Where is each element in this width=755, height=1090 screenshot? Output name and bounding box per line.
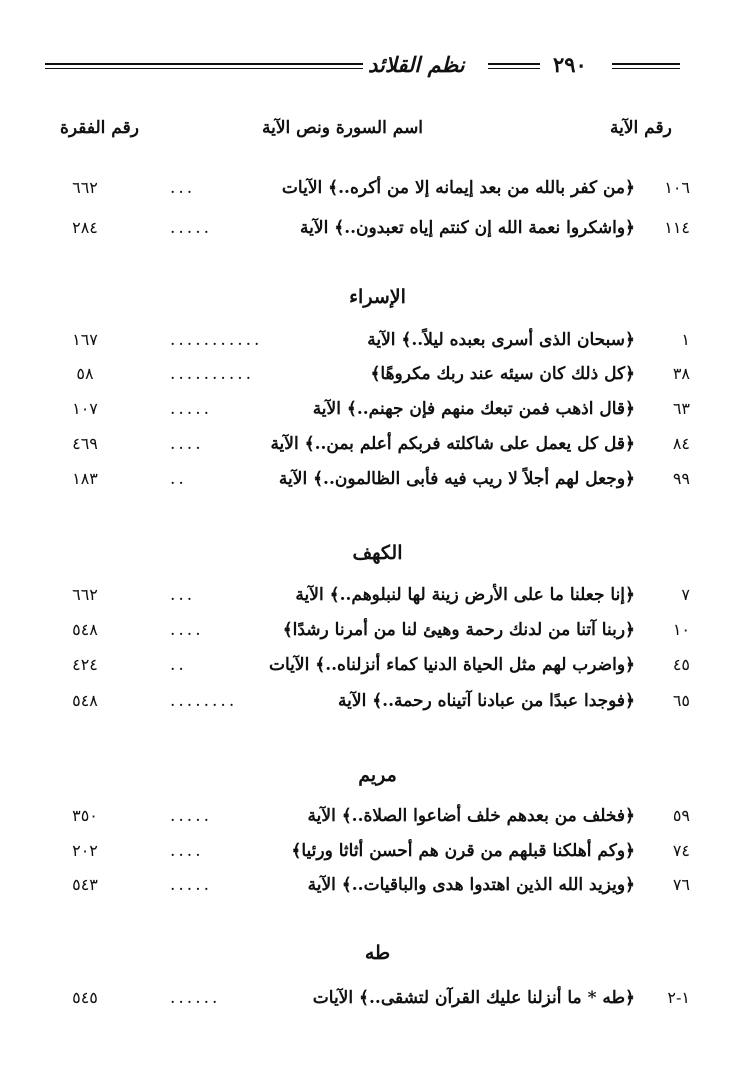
verse-number: ٧: [681, 585, 690, 604]
paragraph-number: ١٠٧: [72, 399, 98, 418]
paragraph-number: ١٨٣: [72, 469, 98, 488]
dot-leader: ....: [170, 434, 204, 454]
verse-number: ٣٨: [672, 364, 690, 383]
verse-text: ﴿واضرب لهم مثل الحياة الدنيا كماء أنزلناه..﴾ الآيات: [269, 655, 635, 675]
verse-text: ﴿وكم أهلكنا قبلهم من قرن هم أحسن أثاثا ورئيا﴾: [291, 841, 635, 861]
verse-text: ﴿سبحان الذى أسرى بعبده ليلاً..﴾ الآية: [367, 330, 635, 350]
verse-number: ١٠٦: [664, 178, 690, 197]
dot-leader: ..: [170, 655, 187, 675]
index-row: [40, 983, 690, 1013]
verse-text: ﴿إنا جعلنا ما على الأرض زينة لها لنبلوهم..﴾ الآية: [295, 585, 635, 605]
dot-leader: ...: [170, 178, 196, 198]
paragraph-number: ٥٤٥: [72, 988, 98, 1007]
dot-leader: .....: [170, 875, 213, 895]
paragraph-number: ٥٤٣: [72, 875, 98, 894]
verse-number: ٨٤: [672, 434, 690, 453]
dot-leader: ..: [170, 469, 187, 489]
surah-heading: الإسراء: [349, 286, 406, 308]
index-row: [40, 173, 690, 203]
verse-text: ﴿كل ذلك كان سيئه عند ربك مكروهًا﴾: [370, 364, 635, 384]
index-row: [40, 870, 690, 900]
dot-leader: .....: [170, 218, 213, 238]
index-row: [40, 359, 690, 389]
dot-leader: .....: [170, 806, 213, 826]
paragraph-number: ٦٦٢: [72, 585, 98, 604]
paragraph-number: ٥٤٨: [72, 691, 98, 710]
column-head-surah-text: اسم السورة ونص الآية: [262, 118, 424, 138]
running-title: نظم القلائد: [368, 52, 465, 77]
paragraph-number: ٣٥٠: [72, 806, 98, 825]
index-row: [40, 464, 690, 494]
verse-text: ﴿طه * ما أنزلنا عليك القرآن لتشقى..﴾ الآيات: [312, 988, 635, 1008]
verse-number: ٤٥: [672, 655, 690, 674]
header-rule-middle: [488, 63, 540, 75]
paragraph-number: ٥٤٨: [72, 620, 98, 639]
index-row: [40, 325, 690, 355]
dot-leader: ....: [170, 841, 204, 861]
verse-number: ١٠: [672, 620, 690, 639]
dot-leader: ......: [170, 988, 221, 1008]
verse-text: ﴿فوجدا عبدًا من عبادنا آتيناه رحمة..﴾ الآية: [338, 691, 635, 711]
paragraph-number: ١٦٧: [72, 330, 98, 349]
paragraph-number: ٤٢٤: [72, 655, 98, 674]
index-row: [40, 836, 690, 866]
verse-text: ﴿ويزيد الله الذين اهتدوا هدى والباقيات..﴾ الآية: [307, 875, 635, 895]
column-head-verse-number: رقم الآية: [610, 118, 672, 138]
verse-number: ٥٩: [672, 806, 690, 825]
verse-number: ١١٤: [664, 218, 690, 237]
verse-text: ﴿وجعل لهم أجلاً لا ريب فيه فأبى الظالمون..﴾ الآية: [278, 469, 635, 489]
surah-heading: مريم: [358, 764, 397, 786]
index-row: [40, 686, 690, 716]
index-row: [40, 429, 690, 459]
verse-text: ﴿قال اذهب فمن تبعك منهم فإن جهنم..﴾ الآية: [312, 399, 635, 419]
verse-text: ﴿فخلف من بعدهم خلف أضاعوا الصلاة..﴾ الآية: [307, 806, 635, 826]
header-rule-left: [45, 63, 363, 75]
paragraph-number: ٥٨: [76, 364, 94, 383]
index-row: [40, 213, 690, 243]
dot-leader: ........: [170, 691, 238, 711]
surah-heading: الكهف: [352, 542, 403, 564]
surah-heading: طه: [364, 942, 391, 964]
verse-text: ﴿واشكروا نعمة الله إن كنتم إياه تعبدون..﴾ الآية: [300, 218, 635, 238]
dot-leader: .....: [170, 399, 213, 419]
paragraph-number: ٢٨٤: [72, 218, 98, 237]
verse-number: ٧٤: [672, 841, 690, 860]
verse-number: ٧٦: [672, 875, 690, 894]
verse-text: ﴿من كفر بالله من بعد إيمانه إلا من أكره..﴾ الآيات: [281, 178, 635, 198]
verse-number: ٩٩: [672, 469, 690, 488]
index-row: [40, 394, 690, 424]
verse-text: ﴿ربنا آتنا من لدنك رحمة وهيئ لنا من أمرنا رشدًا﴾: [282, 620, 635, 640]
header-rule-right: [612, 63, 680, 75]
paragraph-number: ٢٠٢: [72, 841, 98, 860]
dot-leader: ..........: [170, 364, 255, 384]
paragraph-number: ٦٦٢: [72, 178, 98, 197]
paragraph-number: ٤٦٩: [72, 434, 98, 453]
verse-number: ١: [681, 330, 690, 349]
column-head-paragraph-number: رقم الفقرة: [60, 118, 139, 138]
dot-leader: ...........: [170, 330, 263, 350]
verse-number: ٦٥: [672, 691, 690, 710]
dot-leader: ...: [170, 585, 196, 605]
page-number: ٢٩٠: [553, 52, 587, 77]
verse-number: ١-٢: [667, 988, 690, 1007]
dot-leader: ....: [170, 620, 204, 640]
index-row: [40, 580, 690, 610]
index-row: [40, 650, 690, 680]
index-row: [40, 801, 690, 831]
verse-text: ﴿قل كل يعمل على شاكلته فربكم أعلم بمن..﴾ الآية: [270, 434, 635, 454]
index-row: [40, 615, 690, 645]
verse-number: ٦٣: [672, 399, 690, 418]
